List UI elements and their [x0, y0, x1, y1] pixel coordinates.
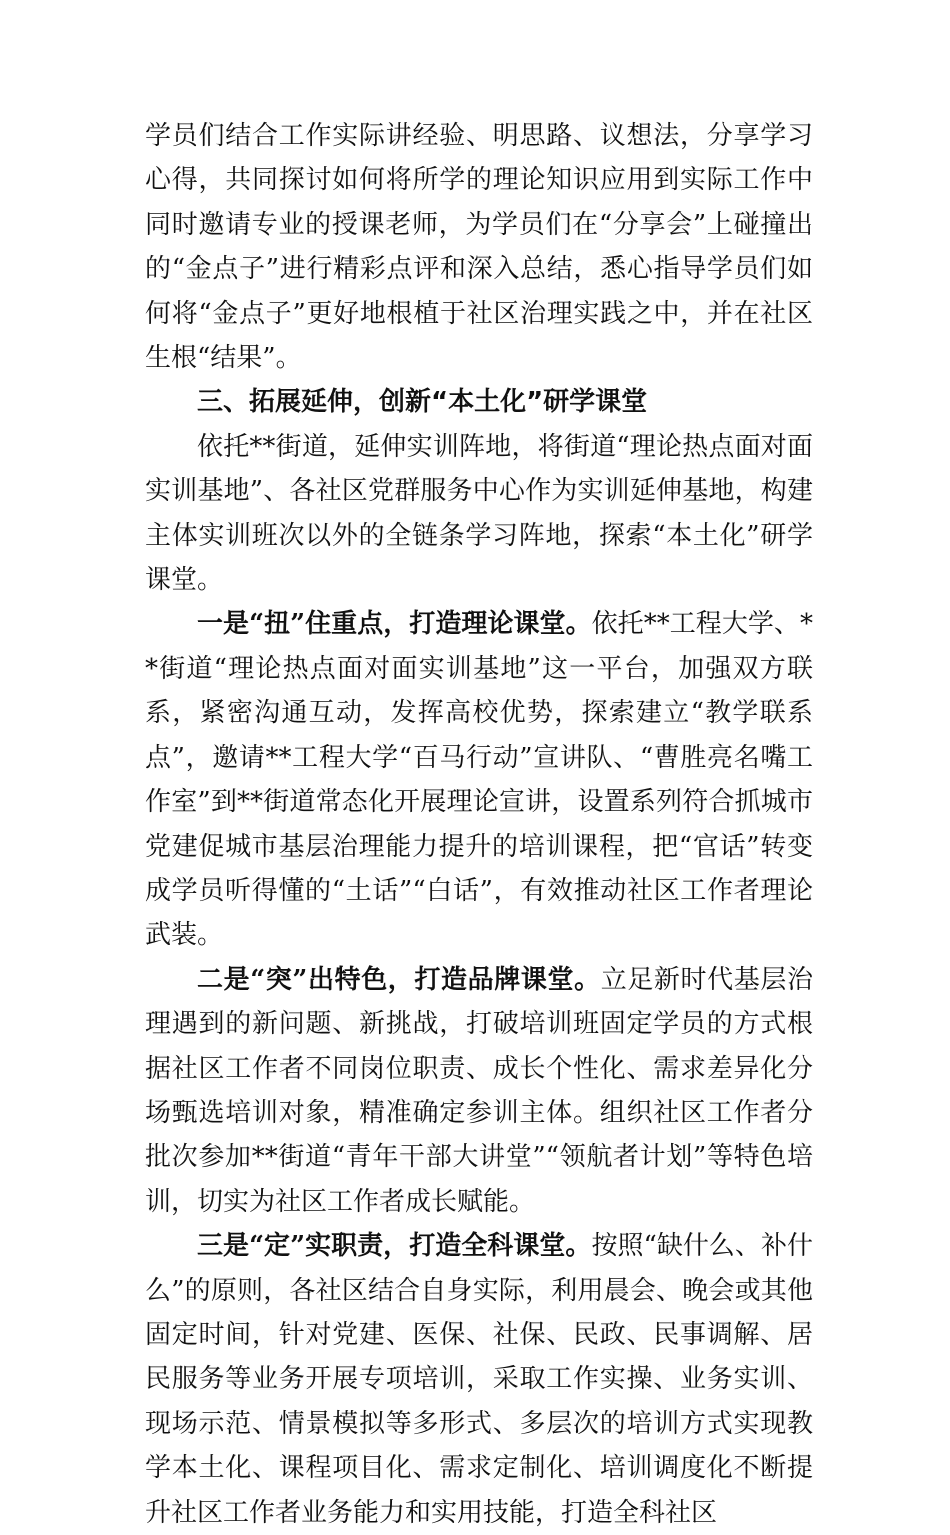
- item-3-lead: 三是“定”实职责，打造全科课堂。: [197, 1231, 592, 1262]
- paragraph-intro: 依托**街道，延伸实训阵地，将街道“理论热点面对面实训基地”、各社区党群服务中心作为实训延伸基地，构建主体实训班次以外的全链条学习阵地，探索“本土化”研学课堂。: [145, 431, 813, 596]
- paragraph-continuation: 学员们结合工作实际讲经验、明思路、议想法，分享学习心得，共同探讨如何将所学的理论知识应用到实际工作中同时邀请专业的授课老师，为学员们在“分享会”上碰撞出的“金点子”进行精彩点评和深入总结，悉心指导学员们如何将“金点子”更好地根植于社区治理实践之中，并在社区生根“结果”。: [145, 121, 813, 374]
- item-2-body: 立足新时代基层治理遇到的新问题、新挑战，打破培训班固定学员的方式根据社区工作者不同岗位职责、成长个性化、需求差异化分场甄选培训对象，精准确定参训主体。组织社区工作者分批次参加**街道“青年干部大讲堂”“领航者计划”等特色培训，切实为社区工作者成长赋能。: [145, 964, 813, 1217]
- section-heading: 三、拓展延伸，创新“本土化”研学课堂: [197, 387, 648, 418]
- paragraph-item-2: [145, 958, 813, 1224]
- paragraph-item-3: [145, 1224, 813, 1535]
- item-1-body: 依托**工程大学、**街道“理论热点面对面实训基地”这一平台，加强双方联系，紧密沟通互动，发挥高校优势，探索建立“教学联系点”，邀请**工程大学“百马行动”宣讲队、“曹胜亮名嘴工作室”到**街道常态化开展理论宣讲，设置系列符合抓城市党建促城市基层治理能力提升的培训课程，把“官话”转变成学员听得懂的“土话”“白话”，有效推动社区工作者理论武装。: [145, 609, 813, 951]
- document-page: [145, 114, 813, 1535]
- item-2-lead: 二是“突”出特色，打造品牌课堂。: [197, 964, 601, 995]
- item-1-lead: 一是“扭”住重点，打造理论课堂。: [197, 609, 592, 640]
- paragraph-item-1: [145, 602, 813, 957]
- item-3-body: 按照“缺什么、补什么”的原则，各社区结合自身实际，利用晨会、晚会或其他固定时间，针对党建、医保、社保、民政、民事调解、居民服务等业务开展专项培训，采取工作实操、业务实训、现场示范、情景模拟等多形式、多层次的培训方式实现教学本土化、课程项目化、需求定制化、培训调度化不断提升社区工作者业务能力和实用技能，打造全科社区: [145, 1231, 813, 1528]
